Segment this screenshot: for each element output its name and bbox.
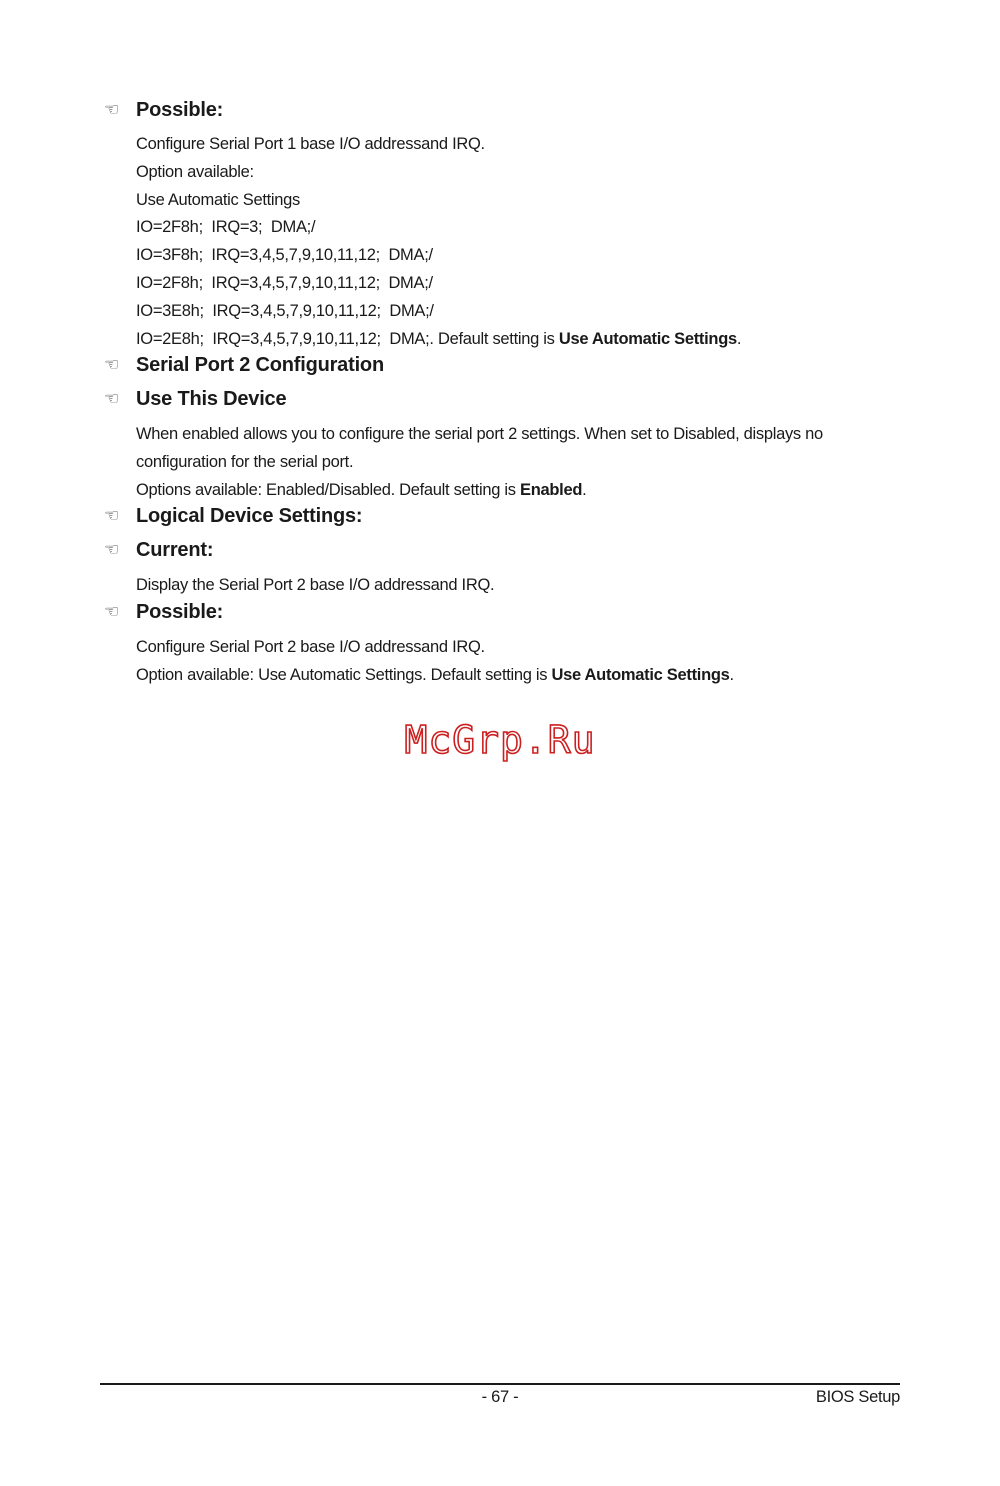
body-text-end: . [736,329,742,348]
section-body [136,572,494,600]
body-line [136,326,741,354]
section-heading-text: Possible: [136,601,224,623]
body-line: Configure Serial Port 2 base I/O addressand IRQ. [136,638,485,656]
section-heading [104,601,223,624]
body-text-end: . [582,480,587,499]
body-text: IO=2E8h; IRQ=3,4,5,7,9,10,11,12; DMA;. Default setting is [136,329,559,348]
section-heading [104,99,223,122]
section-heading [104,354,384,377]
pointing-hand-icon: ☜ [104,354,120,374]
section-heading-text: Serial Port 2 Configuration [136,354,384,376]
body-line: Configure Serial Port 1 base I/O addressand IRQ. [136,135,485,153]
section-heading-text: Current: [136,539,214,561]
body-line: IO=2F8h; IRQ=3; DMA;/ [136,218,316,237]
default-value: Use Automatic Settings [558,329,737,348]
section-heading [104,388,286,411]
body-line: Option available: [136,162,254,181]
watermark: McGrp.Ru [404,718,596,762]
section-heading [104,539,213,562]
section-body [136,421,823,504]
default-value: Use Automatic Settings [551,665,730,684]
section-heading-text: Use This Device [136,388,287,410]
page-number: - 67 - [481,1388,519,1406]
footer-section-title: BIOS Setup [815,1388,900,1406]
section-heading [104,505,362,528]
body-line [136,662,734,690]
pointing-hand-icon: ☜ [104,539,120,559]
section-heading-text: Logical Device Settings: [136,505,363,527]
body-line: configuration for the serial port. [136,452,354,471]
section-heading-text: Possible: [136,99,224,121]
pointing-hand-icon: ☜ [104,505,120,525]
body-line: Use Automatic Settings [136,190,300,209]
body-text-end: . [729,665,734,684]
body-text: Options available: Enabled/Disabled. Default setting is [136,480,521,499]
body-line: IO=3E8h; IRQ=3,4,5,7,9,10,11,12; DMA;/ [136,301,434,320]
footer-divider [100,1383,900,1385]
pointing-hand-icon: ☜ [104,388,120,408]
body-line: Display the Serial Port 2 base I/O addressand IRQ. [136,576,495,594]
default-value: Enabled [520,480,583,499]
pointing-hand-icon: ☜ [104,99,120,119]
body-line [136,477,823,505]
body-text: Option available: Use Automatic Settings. Default setting is [136,665,552,684]
body-line: When enabled allows you to configure the serial port 2 settings. When set to Disabled, displays no [136,425,823,443]
body-line: IO=3F8h; IRQ=3,4,5,7,9,10,11,12; DMA;/ [136,246,433,265]
section-body [136,131,741,353]
pointing-hand-icon: ☜ [104,601,120,621]
body-line: IO=2F8h; IRQ=3,4,5,7,9,10,11,12; DMA;/ [136,273,433,292]
section-body [136,634,734,690]
